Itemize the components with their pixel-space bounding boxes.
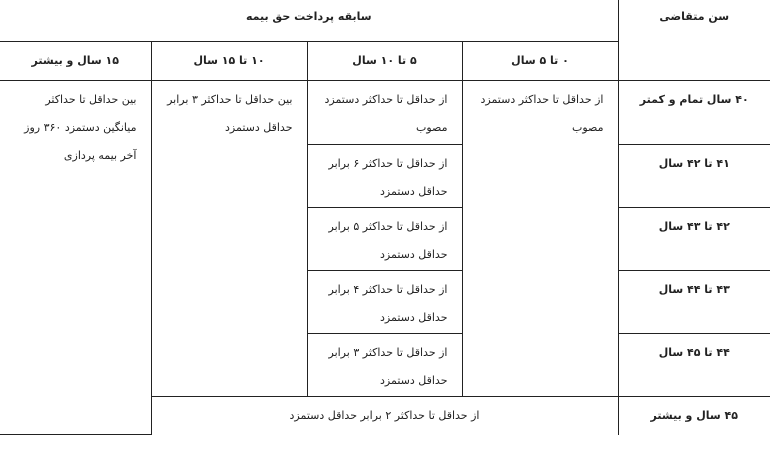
cell-15-plus-years: بین حداقل تا حداکثر میانگین دستمزد ۳۶۰ روز آخر بیمه پردازی [0, 81, 151, 435]
cell-5-10-years: از حداقل تا حداکثر ۴ برابر حداقل دستمزد [307, 271, 462, 334]
history-header: سابقه پرداخت حق بیمه [0, 0, 618, 42]
header-row-main [0, 0, 770, 42]
range-header-10-15: ۱۰ تا ۱۵ سال [151, 42, 307, 81]
cell-5-10-years: از حداقل تا حداکثر ۳ برابر حداقل دستمزد [307, 334, 462, 397]
age-header: سن متقاضی [618, 0, 770, 81]
range-header-0-5: ۰ تا ۵ سال [462, 42, 618, 81]
age-cell: ۴۴ تا ۴۵ سال [618, 334, 770, 397]
age-cell: ۴۲ تا ۴۳ سال [618, 208, 770, 271]
cell-5-10-years: از حداقل تا حداکثر ۵ برابر حداقل دستمزد [307, 208, 462, 271]
cell-5-10-years: از حداقل تا حداکثر ۶ برابر حداقل دستمزد [307, 145, 462, 208]
cell-5-10-years: از حداقل تا حداکثر دستمزد مصوب [307, 81, 462, 145]
range-header-15-plus: ۱۵ سال و بیشتر [0, 42, 151, 81]
merged-cell-0-15-years: از حداقل تا حداکثر ۲ برابر حداقل دستمزد [151, 397, 618, 435]
table-row [0, 81, 770, 145]
age-cell: ۴۵ سال و بیشتر [618, 397, 770, 435]
age-cell: ۴۰ سال تمام و کمتر [618, 81, 770, 145]
range-header-5-10: ۵ تا ۱۰ سال [307, 42, 462, 81]
cell-10-15-years: بین حداقل تا حداکثر ۳ برابر حداقل دستمزد [151, 81, 307, 397]
cell-0-5-years: از حداقل تا حداکثر دستمزد مصوب [462, 81, 618, 397]
age-cell: ۴۱ تا ۴۲ سال [618, 145, 770, 208]
age-cell: ۴۳ تا ۴۴ سال [618, 271, 770, 334]
